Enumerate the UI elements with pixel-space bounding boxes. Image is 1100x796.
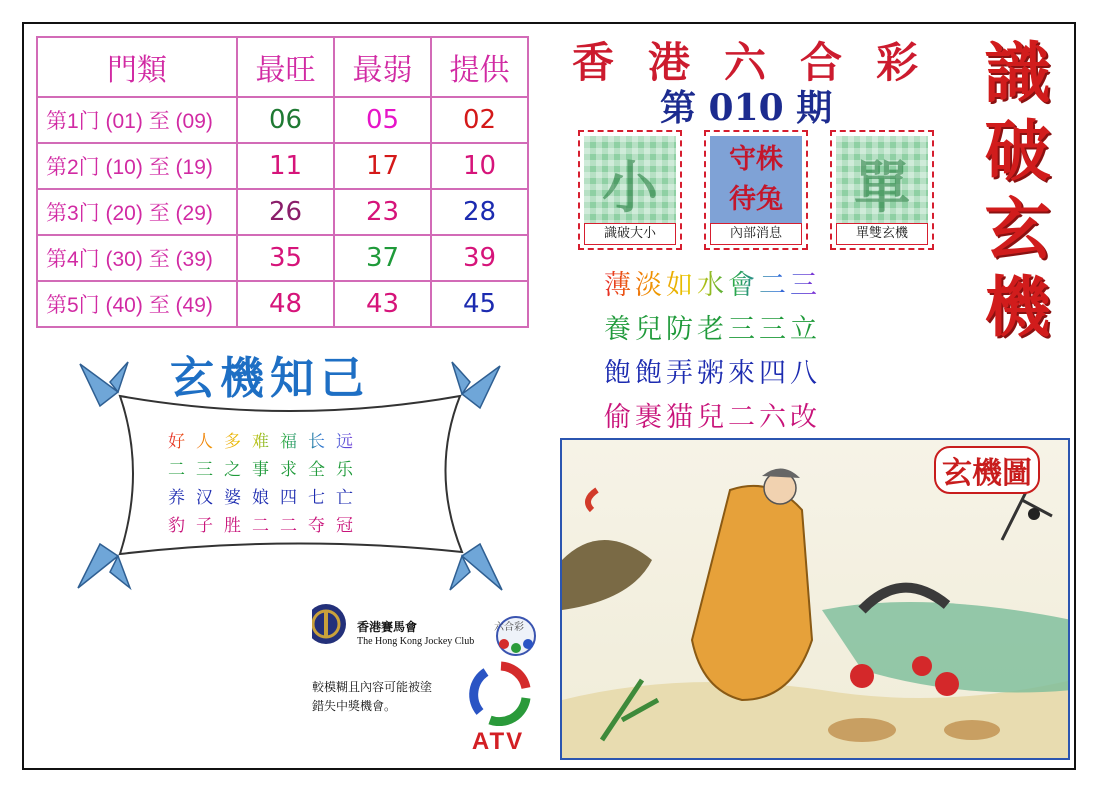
vertical-headline (975, 34, 1060, 346)
notice-line: 錯失中獎機會。 (312, 699, 397, 713)
poem-line: 薄淡如水會二三 (604, 264, 821, 308)
scroll-verses (168, 428, 364, 540)
provided-number: 10 (431, 143, 528, 189)
weak-number: 23 (334, 189, 431, 235)
tile-inside-news (704, 130, 808, 250)
headline-char: 機 (984, 268, 1051, 346)
blurred-image (584, 136, 676, 224)
verse-line: 豹子胜二二夺冠 (168, 516, 364, 536)
weak-number: 43 (334, 281, 431, 327)
blurred-image (836, 136, 928, 224)
disclaimer-notice (312, 678, 432, 716)
weak-number: 37 (334, 235, 431, 281)
title-char: 香 (572, 38, 615, 87)
verse-line: 好人多难福长远 (168, 428, 364, 456)
row-label: 第3门 (20) 至 (29) (37, 189, 237, 235)
spider-icon (1028, 508, 1040, 520)
hot-number: 48 (237, 281, 334, 327)
blurred-glyph: 小 (602, 156, 658, 221)
hot-number: 06 (237, 97, 334, 143)
number-table (36, 36, 529, 328)
row-label: 第1门 (01) 至 (09) (37, 97, 237, 143)
poem-line: 養兒防老三三立 (604, 314, 821, 345)
provided-number: 45 (431, 281, 528, 327)
tile-size-hint (578, 130, 682, 250)
poem-line: 偷裹猫兒二六改 (604, 402, 821, 433)
table-row (37, 235, 528, 281)
poem (604, 264, 821, 440)
blurred-glyph: 單 (854, 156, 910, 221)
hot-number: 26 (237, 189, 334, 235)
row-label: 第2门 (10) 至 (19) (37, 143, 237, 189)
hkjc-logo-icon (312, 598, 356, 650)
verse-line: 养汉婆娘四七亡 (168, 488, 364, 508)
row-label: 第4门 (30) 至 (39) (37, 235, 237, 281)
mark-six-label: 六合彩 (494, 622, 524, 633)
table-row (37, 281, 528, 327)
tile-caption: 識破大小 (584, 223, 676, 245)
header-category: 門類 (37, 37, 237, 97)
header-weakest: 最弱 (334, 37, 431, 97)
verse-line: 二三之事求全乐 (168, 460, 364, 480)
proverb-line: 守株 (729, 144, 783, 175)
headline-char: 破 (984, 112, 1051, 190)
row-label: 第5门 (40) 至 (49) (37, 281, 237, 327)
header-hottest: 最旺 (237, 37, 334, 97)
bird-icon (452, 362, 500, 408)
tile-caption: 單雙玄機 (836, 223, 928, 245)
tile-odd-even-hint (830, 130, 934, 250)
title-char: 合 (800, 38, 843, 87)
title-char: 彩 (876, 38, 919, 87)
headline-char: 玄 (984, 190, 1051, 268)
provided-number: 02 (431, 97, 528, 143)
proverb-image (710, 136, 802, 224)
table-row (37, 97, 528, 143)
table-row (37, 143, 528, 189)
poem-line: 飽飽弄粥來四八 (604, 358, 821, 389)
hot-number: 35 (237, 235, 334, 281)
weak-number: 05 (334, 97, 431, 143)
header-provided: 提供 (431, 37, 528, 97)
atv-logo-text: ATV (471, 728, 525, 755)
tile-caption: 內部消息 (710, 223, 802, 245)
hot-number: 11 (237, 143, 334, 189)
table-header-row (37, 37, 528, 97)
hkjc-name-cn: 香港賽馬會 (357, 620, 418, 634)
headline-char: 識 (984, 34, 1051, 112)
scroll-title: 玄機知己 (170, 353, 370, 404)
table-row (37, 189, 528, 235)
picture-badge: 玄機圖 (934, 446, 1040, 494)
hkjc-name-en: The Hong Kong Jockey Club (357, 636, 475, 647)
issue-number: 第 010 期 (660, 87, 833, 129)
notice-line: 較模糊且內容可能被塗 (312, 680, 433, 694)
provided-number: 28 (431, 189, 528, 235)
proverb-line: 待兔 (729, 184, 783, 215)
provided-number: 39 (431, 235, 528, 281)
title-char: 港 (648, 38, 691, 87)
title-char: 六 (724, 38, 767, 87)
weak-number: 17 (334, 143, 431, 189)
atv-logo-icon (468, 660, 534, 726)
